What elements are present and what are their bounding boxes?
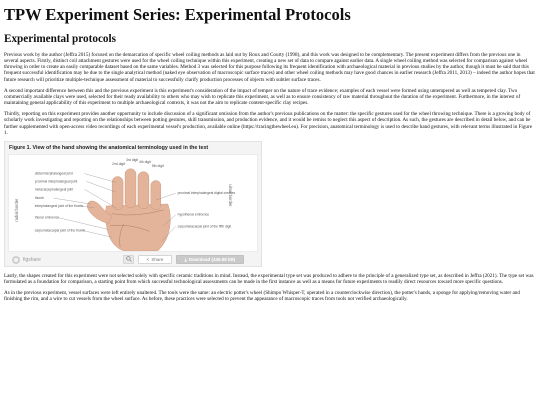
left-label-2: proximal interphalangeal joint: [34, 179, 78, 184]
hand-diagram: [9, 155, 257, 251]
finger-label-5: 5th digit: [151, 163, 164, 168]
paragraph-1: Previous work by the author (Jeffra 2015) focused on the demarcation of specific wheel coiling methods as laid out by Roux and Courty (1998), and this work was designed to be complementary. The present experiment differs from the previous one in several aspects. Firstly, distinct coil attachment gestures were used for the wheel coiling technique within this experiment, creating a new set of data to compare against earlier data. A single wheel coiling method was selected for comparison against wheel throwing in order to create an easily comparable dataset based on the same variables. Method 3 was selected for this purpose following its frequent identification with archaeological material in previous studies by the author, though it must be said that this frequent successful identification may be due to the single analytical method (naked eye observation of macroscopic surface traces) and other wheel coiling methods may have good chances in earlier research (Jeffra 2011, 2013) – indeed the author hopes that future research will prioritize multiple-technique assessment of material to successfully clarify production processes of objects with subtler surface traces.: [4, 52, 535, 83]
download-button[interactable]: [176, 255, 244, 264]
share-label: Share: [151, 256, 164, 262]
left-label-4: thumb: [34, 195, 44, 200]
figure-embed: [4, 141, 262, 267]
download-label: Download (436.98 kB): [188, 256, 236, 262]
left-label-7: carpometacarpal joint of the thumb: [34, 228, 86, 233]
figure-image[interactable]: [8, 154, 258, 252]
paragraph-2: A second important difference between this and the previous experiment is this experiment's consideration of the impact of temper on the nature of trace evidence; examples of each vessel were formed using untempered as well as tempered clay. Two commercially available clays were used, selected for their ready availability to others who may wish to replicate this experiment, as well as to ensure consistency of raw material throughout the duration of the experiment. Furthermore, in the interest of maintaining general applicability of this experiment to multiple archaeological contexts, it was not the aim to replicate content-specific clay recipes.: [4, 87, 521, 107]
page-title: TPW Experiment Series: Experimental Protocols: [4, 5, 351, 24]
paragraph-3: Thirdly, reporting on this experiment provides another opportunity to include discussion of a significant omission from the author's previous publications on the matter: the specific gestures used for the wheel throwing technique. There is a growing body of scholarly work investigating and reporting on the relationships between potting gestures, skill transmission, and production evidence, and it would be remiss to neglect this aspect of description. As such, the gestures are described in detail below, and can be further supplemented with open-access video recordings of each experimental vessel's production, available online (https://tracingthewheel.eu). For precision, anatomical terminology is used to describe hand gestures, with relevant terms illustrated in Figure 1.: [4, 111, 532, 136]
figshare-brand: figshare: [23, 256, 41, 263]
magnifier-icon: [126, 256, 132, 262]
paragraph-4: Lastly, the shapes created for this experiment were not selected solely with specific ceramic traditions in mind. Instead, the experimental type set was produced to adhere to the principle of a generalized type set, as described in Jeffra (2021). The type set was formulated as a foundation for comparison, a starting point from which successful technological assessments can be made in the first instance as well as a means for future experiments to readily direct resources toward more specific questions.: [4, 272, 534, 286]
share-icon: <: [146, 256, 150, 262]
paragraph-5: As in the previous experiment, vessel surfaces were left entirely unaltered. The tools were the same: an electric potter's wheel (Shimpo Whisper-T, operated in a counterclockwise direction), the potter's hands, a sponge for applying/removing water and finishing the rim, and a wire to cut vessels from the wheel surface. As before, these practices were selected to prevent the appearance of macroscopic traces from tools not verified archaeologically.: [4, 290, 520, 303]
left-label-5: interphalangeal joint of the thumb: [34, 203, 84, 208]
left-label-1: distal interphalangeal joint: [34, 171, 73, 176]
left-label-6: thenar eminence: [34, 215, 60, 220]
ulnar-border-label: ulnar border: [228, 184, 234, 207]
figure-toolbar: [8, 254, 258, 266]
figshare-icon: [12, 256, 20, 264]
right-label-1: proximal interphalangeal digital creases: [177, 191, 236, 196]
right-label-2: hypothenar eminence: [177, 212, 210, 217]
figshare-logo[interactable]: [12, 256, 41, 264]
figure-title: Figure 1. View of the hand showing the anatomical terminology used in the text: [9, 144, 209, 151]
section-heading: Experimental protocols: [4, 33, 116, 45]
zoom-button[interactable]: [123, 255, 134, 264]
finger-label-2: 2nd digit: [112, 161, 125, 166]
right-label-3: carpometacarpal joint of the fifth digit: [177, 224, 232, 229]
radial-border-label: radial border: [13, 198, 19, 222]
share-button[interactable]: [138, 255, 172, 264]
finger-label-3: 3rd digit: [126, 157, 139, 162]
article: [4, 6, 536, 308]
left-label-3: metacarpophalangeal joint: [34, 187, 74, 192]
download-icon: ⤓: [184, 256, 187, 262]
hand-illustration: [87, 169, 170, 251]
finger-label-4: 4th digit: [138, 159, 151, 164]
